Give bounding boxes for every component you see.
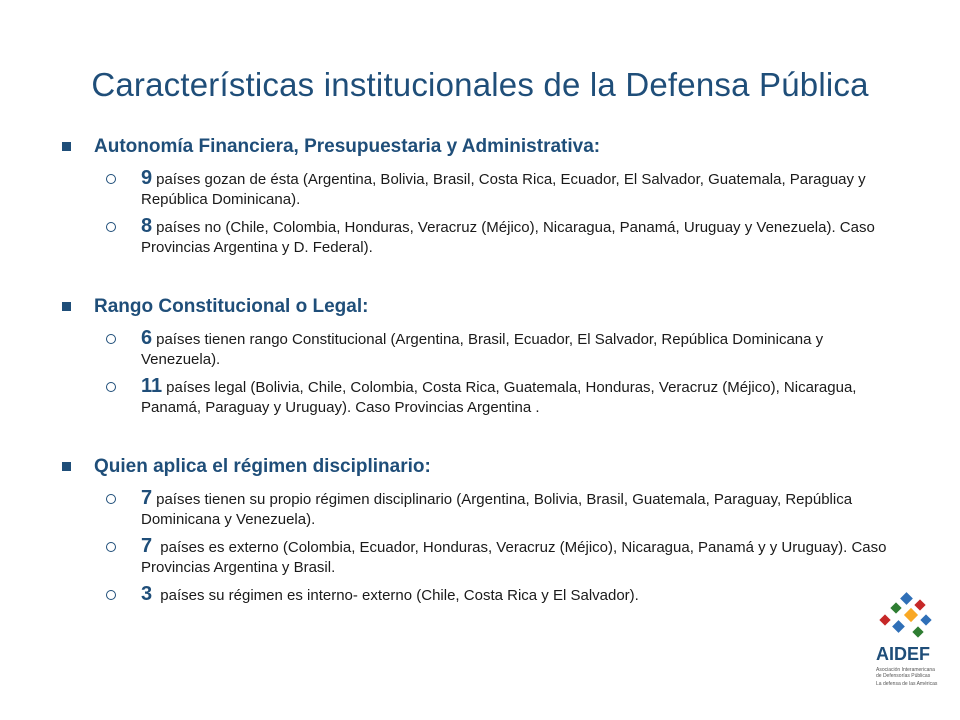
circle-bullet-icon	[106, 382, 116, 392]
item-count: 6	[141, 327, 153, 349]
item-text: países es externo (Colombia, Ecuador, Honduras, Veracruz (Méjico), Nicaragua, Panamá y y Uruguay). Caso Provincias Argentina y Brasil.	[141, 539, 887, 576]
circle-bullet-icon	[106, 542, 116, 552]
item-list	[62, 168, 902, 258]
square-bullet-icon	[62, 462, 71, 471]
logo-name: AIDEF	[876, 644, 930, 664]
logo-tagline: La defensa de las Américas	[876, 681, 938, 687]
item-count: 7	[141, 487, 153, 509]
aidef-logo	[876, 592, 940, 687]
list-item	[62, 168, 902, 210]
item-count: 11	[141, 375, 163, 397]
list-item	[62, 376, 902, 418]
section-rango	[62, 294, 902, 418]
heading-text: Rango Constitucional o Legal:	[94, 296, 369, 317]
item-list	[62, 328, 902, 418]
item-list	[62, 488, 902, 606]
heading-text: Autonomía Financiera, Presupuestaria y Administrativa:	[94, 136, 601, 157]
circle-bullet-icon	[106, 494, 116, 504]
square-bullet-icon	[62, 142, 71, 151]
item-text: países tienen su propio régimen disciplinario (Argentina, Bolivia, Brasil, Guatemala, Paraguay, República Dominicana y Venezuela).	[141, 491, 853, 528]
list-item	[62, 216, 902, 258]
slide-content	[62, 134, 902, 612]
square-bullet-icon	[62, 302, 71, 311]
section-autonomia	[62, 134, 902, 258]
section-disciplinario	[62, 454, 902, 606]
item-text: países legal (Bolivia, Chile, Colombia, Costa Rica, Guatemala, Honduras, Veracruz (Méjico), Nicaragua, Panamá, Paraguay y Uruguay). Caso Provincias Argentina .	[141, 379, 857, 416]
section-heading	[62, 454, 902, 480]
item-count: 9	[141, 167, 153, 189]
heading-text: Quien aplica el régimen disciplinario:	[94, 456, 431, 477]
item-count: 3	[141, 583, 153, 605]
item-count: 8	[141, 215, 153, 237]
item-text: países tienen rango Constitucional (Argentina, Brasil, Ecuador, El Salvador, República Dominicana y Venezuela).	[141, 331, 824, 368]
section-heading	[62, 134, 902, 160]
list-item	[62, 584, 902, 606]
list-item	[62, 536, 902, 578]
logo-subtitle: Asociación Interamericana de Defensorías Públicas	[876, 667, 935, 679]
item-text: países su régimen es interno- externo (Chile, Costa Rica y El Salvador).	[156, 587, 639, 604]
aidef-mosaic-icon	[876, 592, 936, 642]
circle-bullet-icon	[106, 174, 116, 184]
item-text: países no (Chile, Colombia, Honduras, Veracruz (Méjico), Nicaragua, Panamá, Uruguay y Venezuela). Caso Provincias Argentina y D. Federal).	[141, 219, 875, 256]
list-item	[62, 328, 902, 370]
circle-bullet-icon	[106, 590, 116, 600]
circle-bullet-icon	[106, 334, 116, 344]
circle-bullet-icon	[106, 222, 116, 232]
item-count: 7	[141, 535, 153, 557]
list-item	[62, 488, 902, 530]
slide-title: Características institucionales de la Defensa Pública	[91, 66, 869, 103]
item-text: países gozan de ésta (Argentina, Bolivia, Brasil, Costa Rica, Ecuador, El Salvador, Guatemala, Paraguay y República Dominicana).	[141, 171, 866, 208]
section-heading	[62, 294, 902, 320]
